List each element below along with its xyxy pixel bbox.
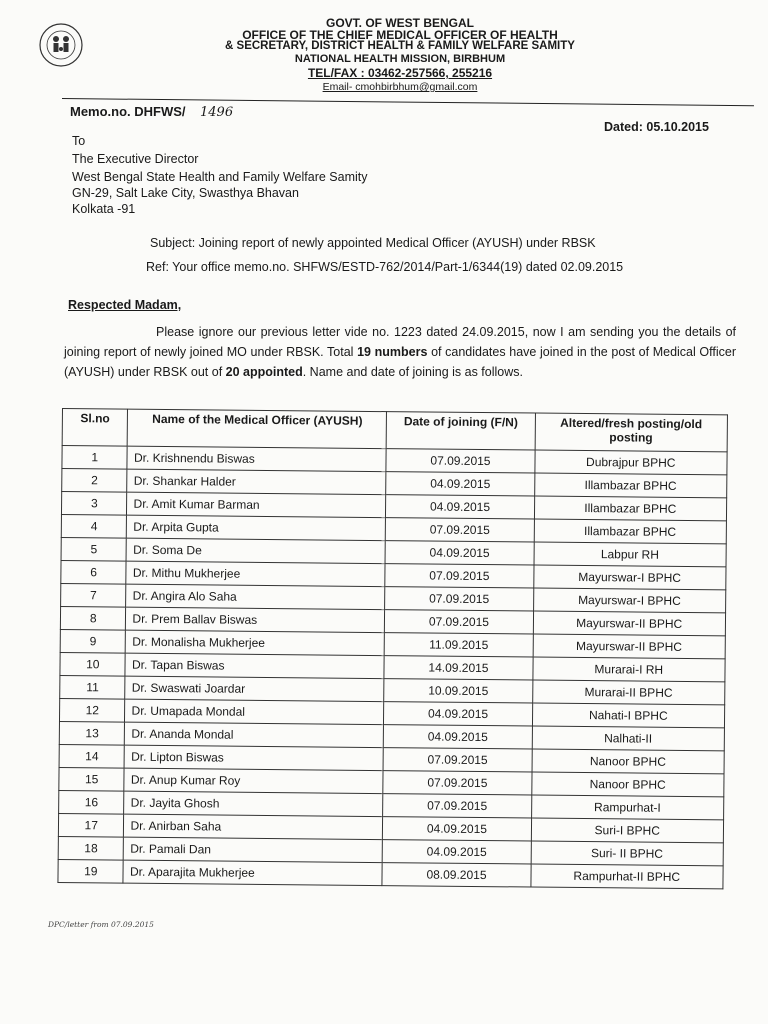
cell-name: Dr. Anirban Saha bbox=[124, 814, 383, 839]
cell-slno: 10 bbox=[60, 652, 126, 676]
medical-officers-table bbox=[57, 408, 728, 889]
memo-number: 1496 bbox=[200, 105, 234, 120]
cell-posting: Murarai-II BPHC bbox=[532, 680, 725, 705]
cell-posting: Nahati-I BPHC bbox=[532, 703, 725, 728]
cell-date: 04.09.2015 bbox=[384, 725, 532, 749]
cell-date: 07.09.2015 bbox=[383, 771, 531, 795]
cell-date: 04.09.2015 bbox=[386, 495, 534, 519]
cell-slno: 2 bbox=[62, 469, 128, 493]
cell-slno: 11 bbox=[60, 675, 126, 699]
cell-date: 08.09.2015 bbox=[382, 863, 530, 887]
cell-name: Dr. Amit Kumar Barman bbox=[127, 492, 386, 517]
cell-date: 11.09.2015 bbox=[385, 633, 533, 657]
cell-slno: 13 bbox=[59, 721, 125, 745]
cell-posting: Illambazar BPHC bbox=[534, 519, 727, 544]
cell-posting: Rampurhat-I bbox=[531, 795, 724, 820]
cell-posting: Rampurhat-II BPHC bbox=[530, 864, 723, 889]
cell-date: 07.09.2015 bbox=[385, 610, 533, 634]
cell-slno: 3 bbox=[61, 492, 127, 516]
header-secretary: & SECRETARY, DISTRICT HEALTH & FAMILY WELFARE SAMITY bbox=[225, 40, 575, 52]
cell-posting: Suri-I BPHC bbox=[531, 818, 724, 843]
footer-note: DPC/letter from 07.09.2015 bbox=[48, 920, 154, 929]
cell-name: Dr. Angira Alo Saha bbox=[126, 584, 385, 609]
address-line-4: Kolkata -91 bbox=[72, 202, 136, 216]
header-govt: GOVT. OF WEST BENGAL bbox=[325, 16, 474, 30]
national-health-mission-logo bbox=[38, 22, 84, 68]
cell-name: Dr. Soma De bbox=[127, 538, 386, 563]
cell-slno: 15 bbox=[59, 767, 125, 791]
cell-date: 04.09.2015 bbox=[385, 541, 533, 565]
cell-name: Dr. Arpita Gupta bbox=[127, 515, 386, 540]
cell-slno: 8 bbox=[60, 606, 126, 630]
para-bold-1: 19 numbers bbox=[357, 345, 428, 359]
cell-slno: 17 bbox=[58, 813, 124, 837]
col-header-date: Date of joining (F/N) bbox=[387, 412, 535, 450]
cell-date: 04.09.2015 bbox=[383, 817, 531, 841]
cell-name: Dr. Tapan Biswas bbox=[125, 653, 384, 678]
cell-slno: 9 bbox=[60, 629, 126, 653]
header-office: OFFICE OF THE CHIEF MEDICAL OFFICER OF HEALTH bbox=[242, 28, 558, 42]
cell-name: Dr. Swaswati Joardar bbox=[125, 676, 384, 701]
cell-name: Dr. Anup Kumar Roy bbox=[124, 768, 383, 793]
cell-name: Dr. Monalisha Mukherjee bbox=[126, 630, 385, 655]
cell-posting: Mayurswar-II BPHC bbox=[533, 634, 726, 659]
salutation: Respected Madam, bbox=[68, 298, 182, 312]
cell-posting: Dubrajpur BPHC bbox=[534, 450, 727, 475]
address-to: To bbox=[72, 134, 86, 148]
cell-slno: 12 bbox=[59, 698, 125, 722]
cell-name: Dr. Shankar Halder bbox=[127, 469, 386, 494]
cell-slno: 14 bbox=[59, 744, 125, 768]
cell-name: Dr. Ananda Mondal bbox=[125, 722, 384, 747]
col-header-posting: Altered/fresh posting/old posting bbox=[535, 413, 728, 452]
memo-date: Dated: 05.10.2015 bbox=[604, 120, 709, 134]
cell-name: Dr. Prem Ballav Biswas bbox=[126, 607, 385, 632]
col-header-name: Name of the Medical Officer (AYUSH) bbox=[128, 409, 387, 448]
cell-slno: 7 bbox=[61, 583, 127, 607]
cell-slno: 16 bbox=[59, 790, 125, 814]
cell-posting: Nanoor BPHC bbox=[531, 772, 724, 797]
address-line-2: West Bengal State Health and Family Welfare Samity bbox=[72, 170, 368, 184]
cell-posting: Nanoor BPHC bbox=[532, 749, 725, 774]
address-line-1: The Executive Director bbox=[72, 152, 199, 166]
cell-date: 04.09.2015 bbox=[383, 840, 531, 864]
table-header-row bbox=[62, 409, 727, 452]
cell-slno: 4 bbox=[61, 514, 127, 538]
cell-name: Dr. Lipton Biswas bbox=[125, 745, 384, 770]
para-text-3: . Name and date of joining is as follows. bbox=[302, 365, 523, 379]
cell-slno: 1 bbox=[62, 446, 128, 470]
cell-slno: 19 bbox=[58, 859, 124, 883]
body-paragraph bbox=[64, 322, 736, 382]
cell-date: 04.09.2015 bbox=[386, 472, 534, 496]
cell-posting: Mayurswar-I BPHC bbox=[533, 588, 726, 613]
cell-slno: 18 bbox=[58, 836, 124, 860]
cell-date: 10.09.2015 bbox=[384, 679, 532, 703]
cell-date: 07.09.2015 bbox=[385, 587, 533, 611]
cell-date: 07.09.2015 bbox=[383, 794, 531, 818]
header-mission: NATIONAL HEALTH MISSION, BIRBHUM bbox=[294, 53, 506, 65]
cell-date: 04.09.2015 bbox=[384, 702, 532, 726]
memo-label: Memo.no. DHFWS/ bbox=[70, 104, 186, 119]
cell-posting: Illambazar BPHC bbox=[534, 473, 727, 498]
subject-line: Subject: Joining report of newly appointed Medical Officer (AYUSH) under RBSK bbox=[150, 236, 596, 250]
reference-line: Ref: Your office memo.no. SHFWS/ESTD-762/2014/Part-1/6344(19) dated 02.09.2015 bbox=[146, 260, 624, 274]
cell-name: Dr. Mithu Mukherjee bbox=[126, 561, 385, 586]
cell-name: Dr. Jayita Ghosh bbox=[124, 791, 383, 816]
cell-posting: Illambazar BPHC bbox=[534, 496, 727, 521]
col-header-slno: Sl.no bbox=[62, 409, 128, 447]
header-telfax: TEL/FAX : 03462-257566, 255216 bbox=[307, 66, 493, 80]
para-text-1: Please ignore our previous letter vide no. 1223 dated 24.09.2015, now I am sending you the details of joining report of newly joined MO under RBSK. Total bbox=[64, 325, 736, 359]
cell-slno: 6 bbox=[61, 560, 127, 584]
cell-name: Dr. Aparajita Mukherjee bbox=[123, 860, 382, 885]
para-bold-2: 20 appointed bbox=[225, 365, 303, 379]
cell-posting: Murarai-I RH bbox=[532, 657, 725, 682]
cell-date: 07.09.2015 bbox=[386, 449, 534, 473]
cell-posting: Mayurswar-II BPHC bbox=[533, 611, 726, 636]
cell-date: 07.09.2015 bbox=[383, 748, 531, 772]
address-line-3: GN-29, Salt Lake City, Swasthya Bhavan bbox=[72, 186, 299, 200]
cell-posting: Nalhati-II bbox=[532, 726, 725, 751]
cell-posting: Mayurswar-I BPHC bbox=[533, 565, 726, 590]
cell-posting: Suri- II BPHC bbox=[531, 841, 724, 866]
cell-name: Dr. Pamali Dan bbox=[124, 837, 383, 862]
cell-date: 07.09.2015 bbox=[386, 518, 534, 542]
cell-date: 07.09.2015 bbox=[385, 564, 533, 588]
cell-name: Dr. Umapada Mondal bbox=[125, 699, 384, 724]
header-email: Email- cmohbirbhum@gmail.com bbox=[322, 81, 478, 93]
cell-name: Dr. Krishnendu Biswas bbox=[127, 446, 386, 471]
cell-date: 14.09.2015 bbox=[384, 656, 532, 680]
cell-slno: 5 bbox=[61, 537, 127, 561]
para-text-2: of candidates have joined in the post of Medical Officer (AYUSH) under RBSK out of bbox=[64, 345, 736, 379]
cell-posting: Labpur RH bbox=[534, 542, 727, 567]
